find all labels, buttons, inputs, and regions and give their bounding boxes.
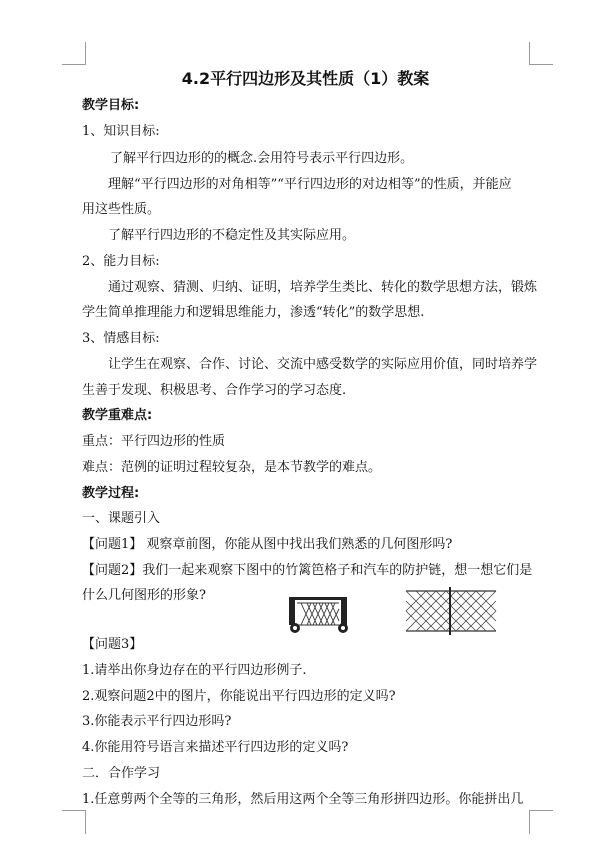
section-heading-process: 教学过程: — [82, 486, 140, 501]
crop-mark-top-right-h — [529, 64, 553, 65]
paragraph-line: 重点：平行四边形的性质 — [82, 434, 226, 449]
list-item: 3.你能表示平行四边形吗? — [82, 714, 232, 729]
list-item: 1.请举出你身边存在的平行四边形例子. — [82, 663, 307, 678]
list-item: 4.你能用符号语言来描述平行四边形的定义吗? — [82, 740, 349, 755]
question-2: 【问题2】我们一起来观察下图中的竹篱笆格子和汽车的防护链，想一想它们是 — [82, 563, 533, 578]
paragraph-line: 用这些性质。 — [82, 202, 161, 217]
subheading-ability: 2、能力目标: — [82, 254, 160, 269]
paragraph-line: 学生简单推理能力和逻辑思维能力，渗透“转化”的数学思想. — [82, 305, 425, 320]
crop-mark-bottom-right-v — [529, 810, 530, 834]
crop-mark-bottom-left-h — [62, 810, 86, 811]
paragraph-line: 让学生在观察、合作、讨论、交流中感受数学的实际应用价值，同时培养学 — [108, 357, 538, 372]
section-heading-key-points: 教学重难点: — [82, 408, 153, 423]
crop-mark-top-right-v — [529, 42, 530, 65]
crop-mark-bottom-right-h — [529, 810, 553, 811]
paragraph-line: 通过观察、猜测、归纳、证明，培养学生类比、转化的数学思想方法，锻炼 — [108, 280, 538, 295]
subheading-cooperation: 二．合作学习 — [82, 766, 161, 781]
question-3: 【问题3】 — [82, 637, 143, 652]
subheading-emotion: 3、情感目标: — [82, 331, 160, 346]
crop-mark-top-left-h — [62, 64, 86, 65]
paragraph-line: 1.任意剪两个全等的三角形，然后用这两个全等三角形拼四边形。你能拼出几 — [82, 792, 524, 807]
subheading-intro: 一、课题引入 — [82, 511, 161, 526]
section-heading-objectives: 教学目标: — [82, 98, 140, 113]
paragraph-line: 难点：范例的证明过程较复杂，是本节教学的难点。 — [82, 460, 382, 475]
paragraph-line: 生善于发现、积极思考、合作学习的学习态度. — [82, 383, 347, 398]
list-item: 2.观察问题2中的图片，你能说出平行四边形的定义吗? — [82, 689, 396, 704]
question-1: 【问题1】 观察章前图，你能从图中找出我们熟悉的几何图形吗? — [82, 537, 453, 552]
crop-mark-top-left-v — [85, 42, 86, 65]
crop-mark-bottom-left-v — [85, 810, 86, 834]
paragraph-line: 了解平行四边形的不稳定性及其实际应用。 — [108, 228, 356, 243]
document-title: 4.2平行四边形及其性质（1）教案 — [181, 69, 430, 88]
paragraph-line: 理解“平行四边形的对角相等”“平行四边形的对边相等”的性质，并能应 — [108, 177, 512, 192]
paragraph-line: 了解平行四边形的的概念.会用符号表示平行四边形。 — [110, 151, 414, 166]
chain-fence-figure — [402, 587, 500, 635]
subheading-knowledge: 1、知识目标: — [82, 124, 160, 139]
paragraph-line: 什么几何图形的形象? — [82, 588, 206, 603]
fence-cart-figure — [287, 593, 351, 635]
